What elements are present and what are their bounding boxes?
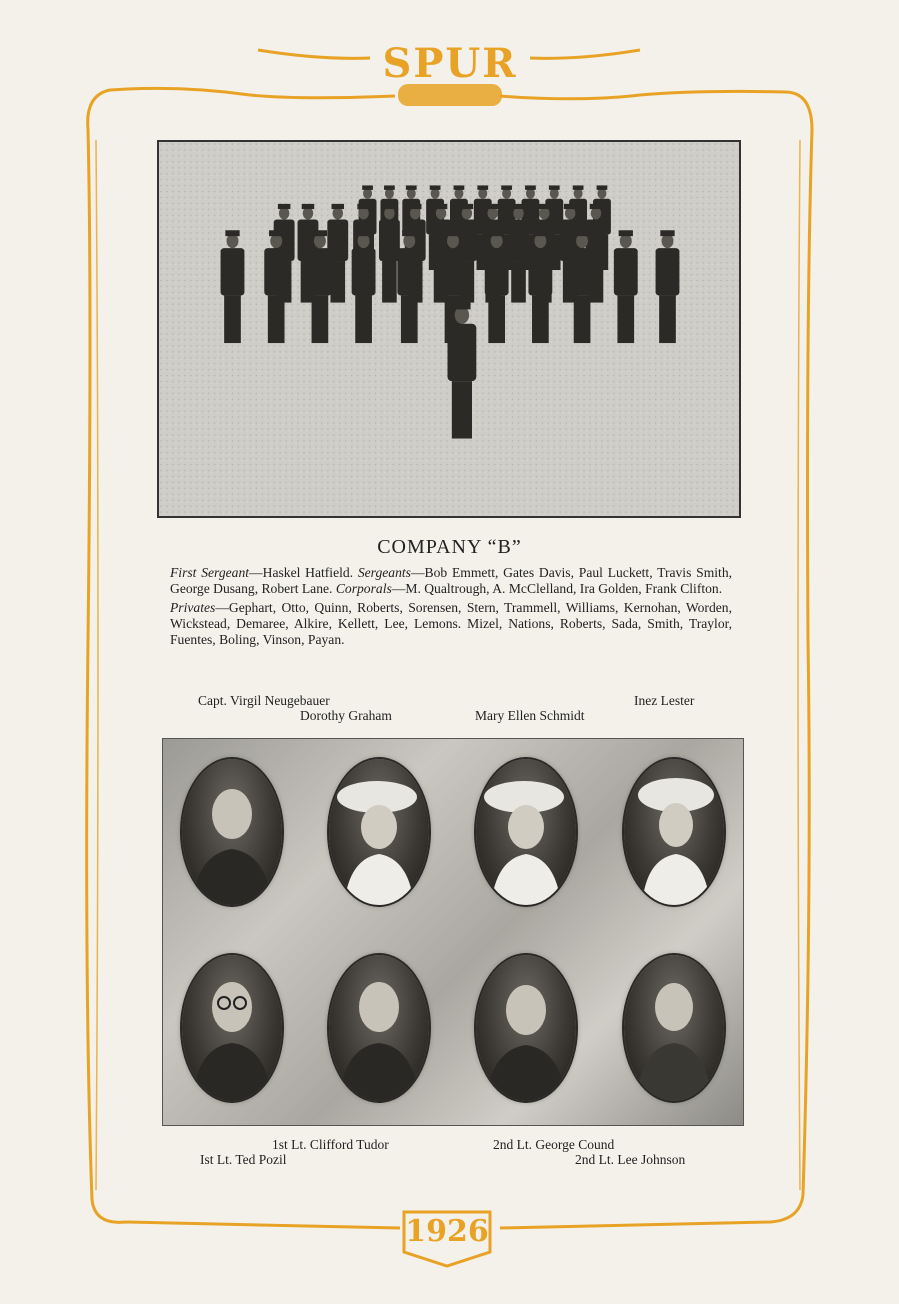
- portrait-dorothy-graham: [329, 759, 429, 905]
- roster-text: [170, 565, 732, 651]
- masthead-title: SPUR: [382, 40, 518, 87]
- roster-privates: [170, 600, 732, 648]
- portrait-lee-johnson: [624, 955, 724, 1101]
- company-title: COMPANY “B”: [377, 536, 522, 558]
- caption-mary-ellen-schmidt: Mary Ellen Schmidt: [475, 708, 585, 723]
- first-sergeant-names: —Haskel Hatfield.: [249, 565, 358, 580]
- label-privates: Privates: [170, 600, 216, 615]
- caption-inez-lester: Inez Lester: [634, 693, 695, 708]
- corporals-names: —M. Qualtrough, A. McClelland, Ira Golden, Frank Clifton.: [391, 581, 723, 596]
- roster-officers: [170, 565, 732, 597]
- caption-lee-johnson: 2nd Lt. Lee Johnson: [575, 1152, 686, 1167]
- caption-clifford-tudor: 1st Lt. Clifford Tudor: [272, 1137, 389, 1152]
- sergeants-names: —Bob Emmett, Gates Davis, Paul Luckett, Travis Smith, George Dusang, Robert Lane.: [170, 565, 733, 596]
- portrait-mary-ellen-schmidt: [476, 759, 576, 905]
- portrait-clifford-tudor: [329, 955, 429, 1101]
- privates-names: —Gephart, Otto, Quinn, Roberts, Sorensen, Stern, Trammell, Williams, Kernohan, Worden, Wickstead, Demaree, Alkire, Kellett, Lee, Lemons. Mizel, Nations, Roberts, Sada, Smith, Traylor, Fuentes, Boling, Vinson, Payan.: [170, 600, 732, 647]
- label-corporals: Corporals: [335, 581, 392, 596]
- portrait-panel: [162, 738, 744, 1126]
- year-badge: 1926: [405, 1214, 489, 1249]
- caption-ted-pozil: Ist Lt. Ted Pozil: [200, 1152, 287, 1167]
- company-group-photo: [157, 140, 741, 518]
- label-first-sergeant: First Sergeant: [170, 565, 250, 580]
- portrait-capt-neugebauer: [182, 759, 282, 905]
- portrait-inez-lester: [624, 759, 724, 905]
- caption-capt-neugebauer: Capt. Virgil Neugebauer: [198, 693, 330, 708]
- label-sergeants: Sergeants: [357, 565, 411, 580]
- portrait-ted-pozil: [182, 955, 282, 1101]
- caption-dorothy-graham: Dorothy Graham: [300, 708, 392, 723]
- caption-george-cound: 2nd Lt. George Cound: [493, 1137, 615, 1152]
- portrait-george-cound: [476, 955, 576, 1101]
